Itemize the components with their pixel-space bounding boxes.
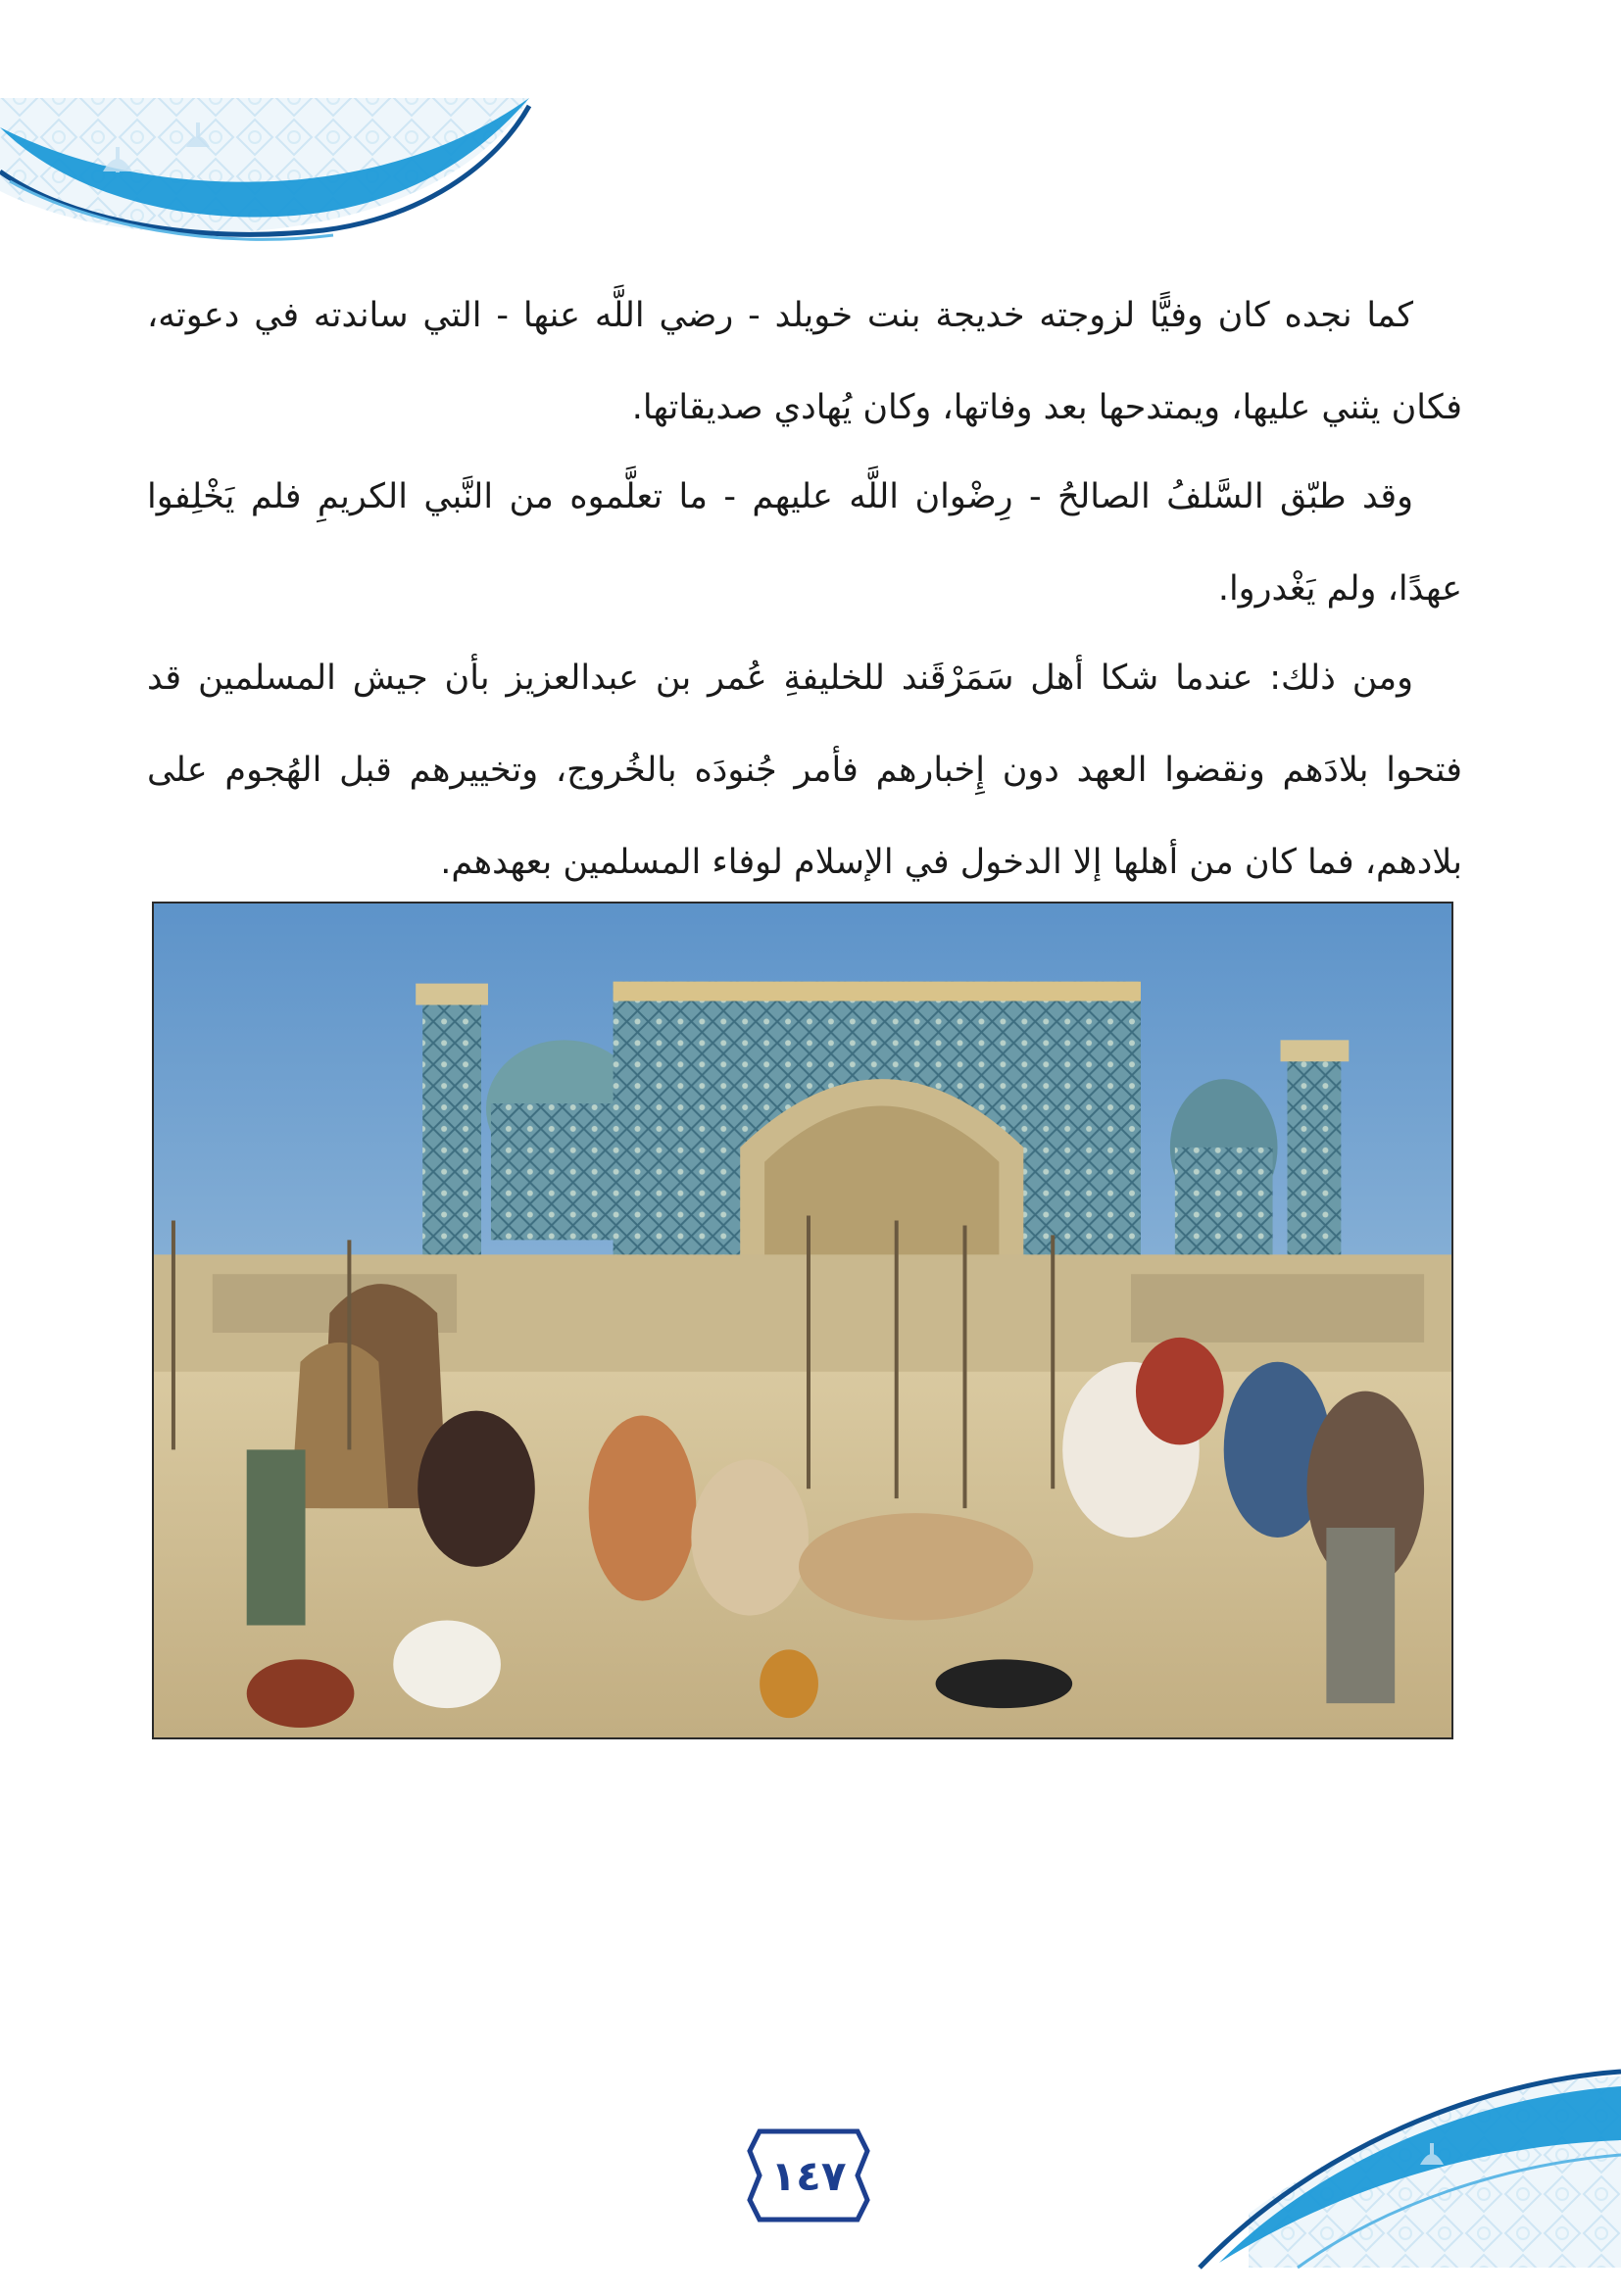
paragraph-block-2	[147, 451, 1462, 635]
page-number-badge	[740, 2122, 877, 2229]
bottom-decorative-ornament	[1072, 2057, 1621, 2292]
page-number: ١٤٧	[770, 2151, 847, 2200]
paragraph-loyalty-khadija: كما نجده كان وفيًّا لزوجته خديجة بنت خويلد - رضي اللَّه عنها - التي ساندته في دعوته، فكان يثني عليها، ويمتدحها بعد وفاتها، وكان يُهادي صديقاتها.	[147, 296, 1462, 427]
paragraph-samarkand: ومن ذلك: عندما شكا أهل سَمَرْقَند للخليفةِ عُمر بن عبدالعزيز بأن جيش المسلمين قد فتحوا بلادَهم ونقضوا العهد دون إِخبارهم فأمر جُنودَه بالخُروج، وتخييرهم قبل الهُجوم على بلادهم، فما كان من أهلها إلا الدخول في الإسلام لوفاء المسلمين بعهدهم.	[147, 659, 1462, 882]
paragraph-block-1	[147, 269, 1462, 454]
top-decorative-ornament	[0, 0, 549, 284]
paragraph-salaf: وقد طبّق السَّلفُ الصالحُ - رِضْوان اللَّه عليهم - ما تعلَّموه من النَّبي الكريمِ فلم يَخْلِفوا عهدًا، ولم يَغْدروا.	[147, 477, 1462, 609]
samarkand-painting	[152, 902, 1453, 1739]
paragraph-block-3	[147, 632, 1462, 908]
